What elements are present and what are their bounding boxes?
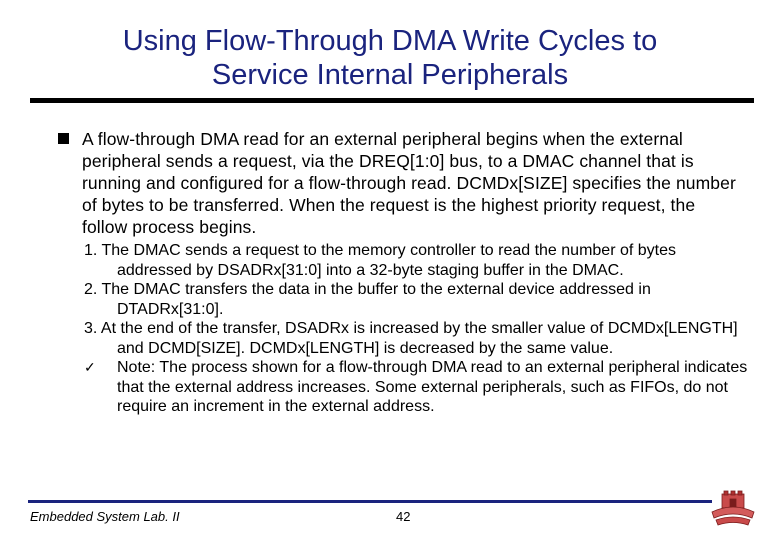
process-steps — [84, 241, 754, 417]
checkmark-icon: ✓ — [84, 359, 96, 375]
university-seal-icon — [708, 490, 758, 528]
note-item — [84, 358, 754, 417]
title-divider — [30, 98, 754, 103]
step-item: 1. The DMAC sends a request to the memory controller to read the number of bytes addressed by DSADRx[31:0] into a 32-byte staging buffer in the DMAC. — [84, 242, 676, 279]
slide-title — [20, 24, 760, 92]
page-number: 42 — [396, 509, 411, 524]
footer-course-name: Embedded System Lab. II — [30, 509, 180, 524]
slide-title-line1: Using Flow-Through DMA Write Cycles to — [122, 25, 658, 57]
footer-divider — [28, 500, 712, 503]
step-item: 2. The DMAC transfers the data in the buffer to the external device addressed in DTADRx[31:0]. — [84, 281, 651, 318]
square-bullet-icon — [58, 133, 69, 144]
step-item: 3. At the end of the transfer, DSADRx is increased by the smaller value of DCMDx[LENGTH] and DCMD[SIZE]. DCMDx[LENGTH] is decreased by the same value. — [84, 320, 738, 357]
slide-title-line2: Service Internal Peripherals — [211, 59, 569, 91]
note-text: Note: The process shown for a flow-through DMA read to an external peripheral indicates that the external address increases. Some external peripherals, such as FIFOs, do not require an increment in the external address. — [117, 359, 748, 415]
main-bullet-text: A flow-through DMA read for an external peripheral begins when the external peripheral sends a request, via the DREQ[1:0] bus, to a DMAC channel that is running and configured for a flow-through read. DCMDx[SIZE] specifies the number of bytes to be transferred. When the request is the highest priority request, the follow process begins. — [82, 129, 736, 237]
